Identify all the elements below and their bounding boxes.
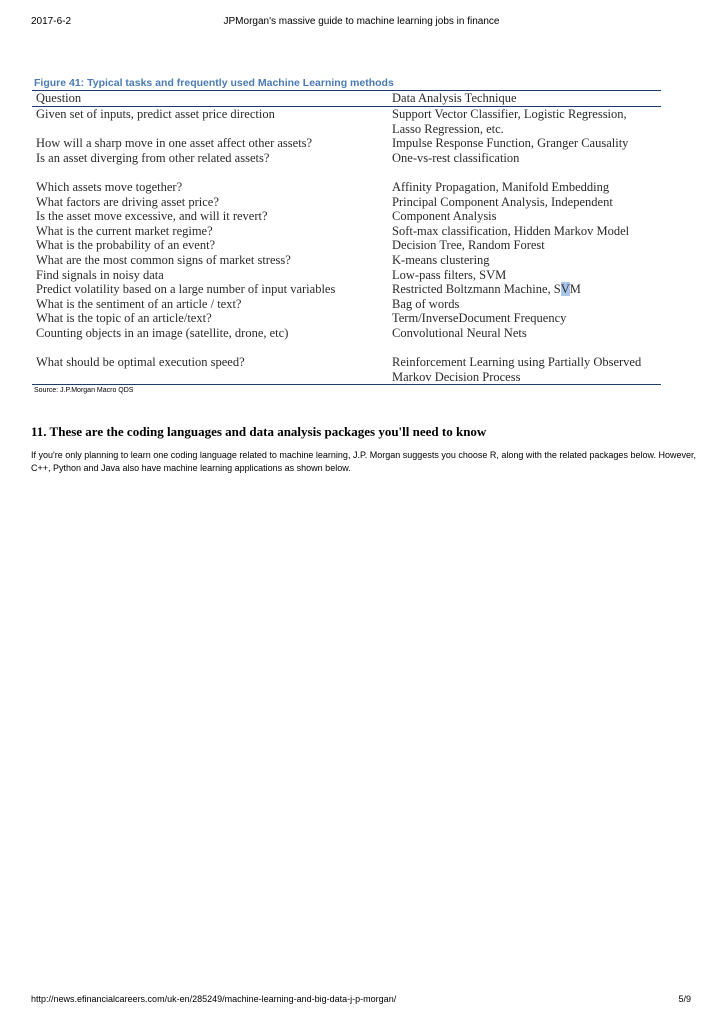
question-cell: Is the asset move excessive, and will it revert? — [36, 209, 268, 224]
question-cell: Counting objects in an image (satellite, drone, etc) — [36, 325, 289, 340]
question-cell — [32, 370, 388, 385]
table-row — [32, 282, 661, 297]
footer-url[interactable]: http://news.efinancialcareers.com/uk-en/285249/machine-learning-and-big-data-j-p-morgan/ — [31, 994, 397, 1004]
table-row — [32, 326, 661, 341]
technique-cell — [388, 282, 661, 297]
table-row — [32, 107, 661, 122]
table-row — [32, 209, 661, 224]
question-cell: Given set of inputs, predict asset price direction — [36, 107, 275, 121]
table-row — [32, 253, 661, 268]
question-cell: Predict volatility based on a large number of input variables — [36, 282, 336, 297]
table-row — [32, 151, 661, 166]
table-row — [32, 370, 661, 385]
question-cell: Find signals in noisy data — [36, 267, 164, 282]
table-row — [32, 122, 661, 137]
table-row — [32, 238, 661, 253]
question-cell: What is the topic of an article/text? — [36, 311, 212, 326]
question-cell: What is the current market regime? — [36, 223, 213, 238]
table-row — [32, 136, 661, 151]
technique-cell: Convolutional Neural Nets — [392, 325, 527, 340]
technique-cell: Soft-max classification, Hidden Markov Model — [392, 223, 630, 238]
question-cell: What factors are driving asset price? — [36, 194, 219, 209]
table-row — [32, 180, 661, 195]
question-cell: What is the probability of an event? — [36, 238, 216, 253]
technique-cell: Component Analysis — [392, 209, 497, 224]
technique-cell: Lasso Regression, etc. — [392, 121, 504, 136]
table-row — [32, 355, 661, 370]
question-cell: Which assets move together? — [36, 179, 183, 194]
figure-title: Figure 41: Typical tasks and frequently used Machine Learning methods — [34, 77, 394, 89]
question-cell: What is the sentiment of an article / text? — [36, 296, 242, 311]
table-header-row — [32, 91, 661, 107]
technique-text: Restricted Boltzmann Machine, S — [392, 282, 561, 297]
technique-cell: Low-pass filters, SVM — [392, 267, 507, 282]
section-heading: 11. These are the coding languages and data analysis packages you'll need to know — [31, 424, 487, 439]
ml-methods-table — [32, 90, 661, 385]
technique-cell: Decision Tree, Random Forest — [392, 238, 545, 253]
table-row — [32, 311, 661, 326]
text-selection-highlight: V — [560, 282, 570, 297]
technique-cell: Reinforcement Learning using Partially Observed — [392, 355, 642, 370]
technique-cell: Principal Component Analysis, Independent — [392, 194, 613, 209]
section-paragraph: If you're only planning to learn one coding language related to machine learning, J.P. Morgan suggests you choose R, along with the related packages below. However, C++, Python and Java also have machine learning applications as shown below. — [31, 450, 696, 473]
technique-cell: One-vs-rest classification — [392, 150, 520, 165]
question-cell — [32, 122, 388, 137]
technique-cell: Bag of words — [392, 296, 460, 311]
question-cell: How will a sharp move in one asset affect other assets? — [36, 136, 313, 151]
question-cell: What are the most common signs of market stress? — [36, 252, 291, 267]
technique-cell: Term/InverseDocument Frequency — [392, 311, 567, 326]
technique-text: M — [569, 282, 581, 297]
column-header-question: Question — [36, 91, 82, 105]
table-row — [32, 297, 661, 312]
table-row — [32, 195, 661, 210]
header-date: 2017-6-2 — [31, 16, 72, 27]
column-header-technique: Data Analysis Technique — [392, 91, 517, 105]
page-number: 5/9 — [678, 994, 691, 1004]
header-title: JPMorgan's massive guide to machine learning jobs in finance — [223, 16, 500, 27]
table-row — [32, 224, 661, 239]
question-cell: Is an asset diverging from other related assets? — [36, 150, 270, 165]
technique-cell: Affinity Propagation, Manifold Embedding — [392, 179, 610, 194]
question-cell: What should be optimal execution speed? — [36, 355, 245, 370]
technique-cell: Markov Decision Process — [392, 369, 521, 384]
table-row — [32, 268, 661, 283]
technique-cell: Support Vector Classifier, Logistic Regression, — [392, 107, 627, 121]
figure-source: Source: J.P.Morgan Macro QDS — [34, 387, 134, 394]
technique-cell: K-means clustering — [392, 252, 490, 267]
technique-cell: Impulse Response Function, Granger Causality — [392, 136, 629, 151]
